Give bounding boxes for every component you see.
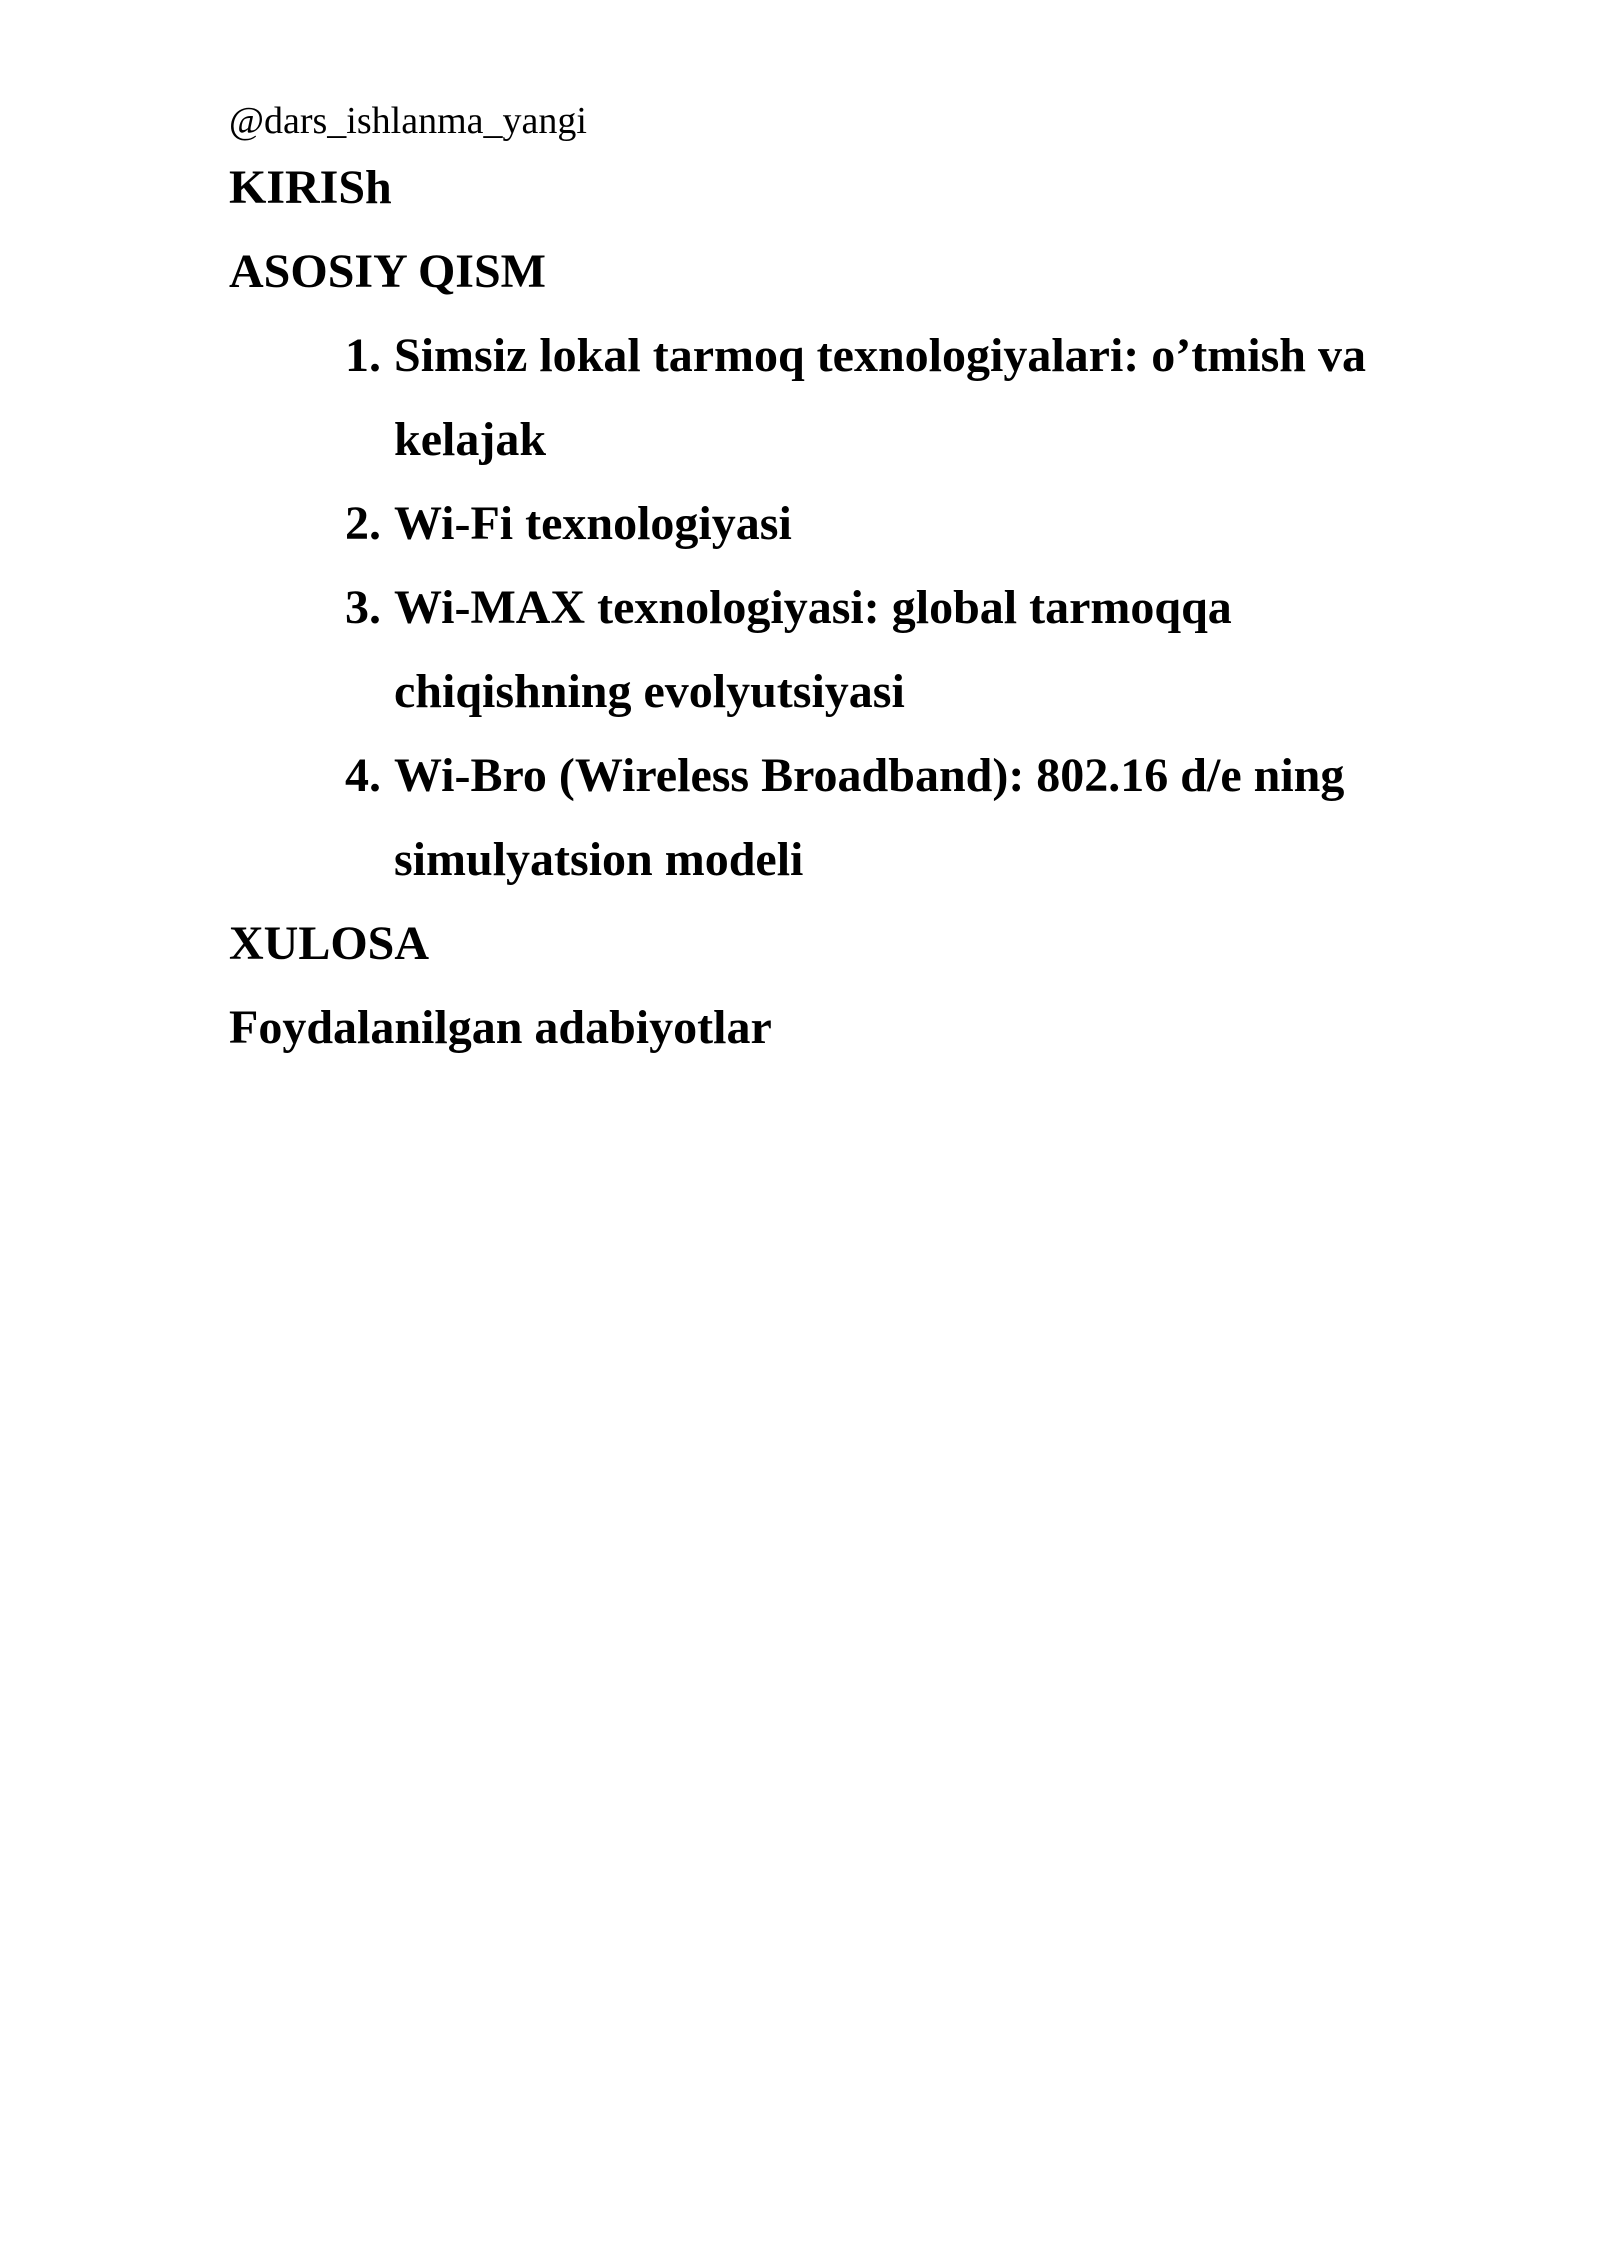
section-conclusion: XULOSA (229, 917, 430, 970)
section-references: Foydalanilgan adabiyotlar (229, 1001, 772, 1054)
table-of-contents (229, 146, 1409, 1070)
toc-item-title: Wi-Fi texnologiyasi (394, 497, 792, 550)
toc-item-number: 2. (345, 497, 381, 550)
toc-item-3 (229, 566, 1409, 734)
toc-item-title: Simsiz lokal tarmoq texnologiyalari: o’tmish va kelajak (394, 329, 1366, 466)
toc-item-1 (229, 314, 1409, 482)
toc-item-number: 1. (345, 329, 381, 382)
section-intro: KIRISh (229, 161, 392, 214)
toc-list (229, 314, 1409, 902)
toc-item-title: Wi-MAX texnologiyasi: global tarmoqqa chiqishning evolyutsiyasi (394, 581, 1232, 718)
toc-item-number: 4. (345, 749, 381, 802)
toc-item-title: Wi-Bro (Wireless Broadband): 802.16 d/e ning simulyatsion modeli (394, 749, 1345, 886)
toc-item-2 (229, 482, 1409, 566)
toc-item-number: 3. (345, 581, 381, 634)
section-main: ASOSIY QISM (229, 245, 546, 298)
toc-item-4 (229, 734, 1409, 902)
watermark-text: @dars_ishlanma_yangi (229, 100, 587, 142)
